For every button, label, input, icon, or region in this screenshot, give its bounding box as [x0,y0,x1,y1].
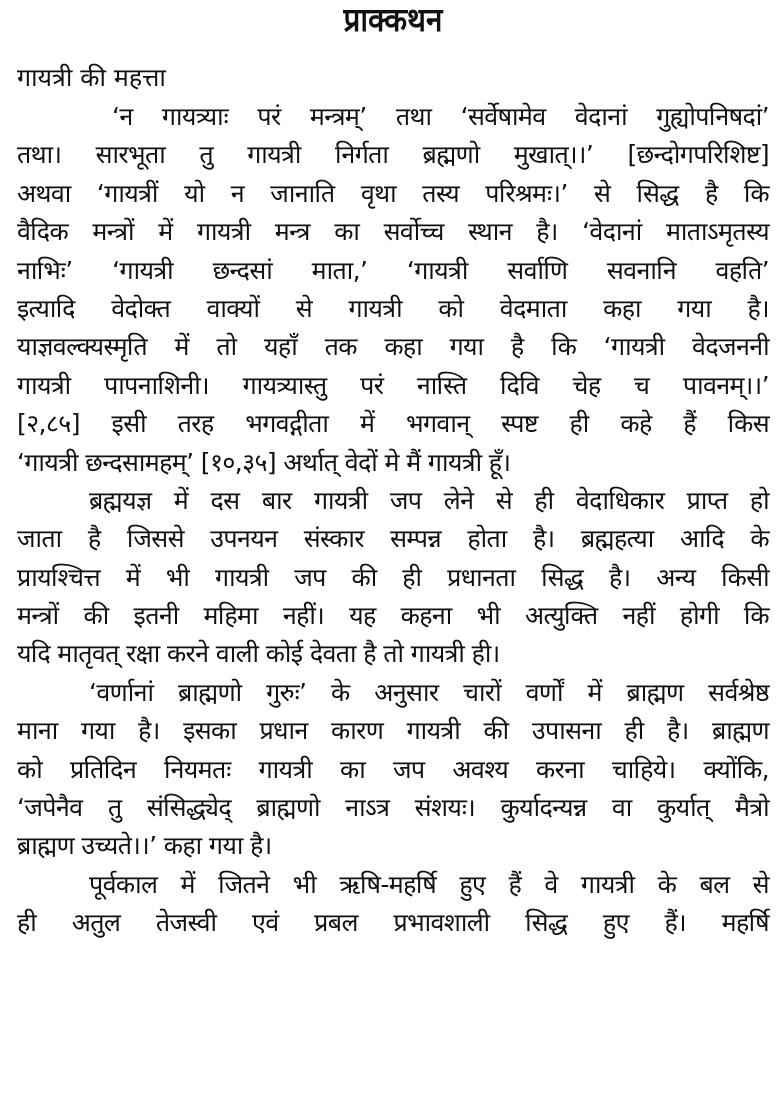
text-line: याज्ञवल्क्यस्मृति में तो यहाँ तक कहा गया है कि ‘गायत्री वेदजननी [17,332,769,362]
text-line: अथवा ‘गायत्रीं यो न जानाति वृथा तस्य परिश्रमः।’ से सिद्ध है कि [17,178,769,208]
text-line: जाता है जिससे उपनयन संस्कार सम्पन्न होता है। ब्रह्महत्या आदि के [17,524,769,554]
text-line: प्रायश्चित्त में भी गायत्री जप की ही प्रधानता सिद्ध है। अन्य किसी [17,562,769,592]
text-line: [२,८५] इसी तरह भगवद्गीता में भगवान् स्पष्ट ही कहे हैं किस [17,409,769,439]
text-line: ही अतुल तेजस्वी एवं प्रबल प्रभावशाली सिद्ध हुए हैं। महर्षि [17,908,769,938]
text-line: पूर्वकाल में जितने भी ऋषि-महर्षि हुए हैं वे गायत्री के बल से [89,869,769,899]
text-line: गायत्री पापनाशिनी। गायत्र्यास्तु परं नास्ति दिवि चेह च पावनम्।।’ [17,370,769,400]
text-line: वैदिक मन्त्रों में गायत्री मन्त्र का सर्वोच्च स्थान है। ‘वेदानां माताऽमृतस्य [17,217,769,247]
text-line: को प्रतिदिन नियमतः गायत्री का जप अवश्य करना चाहिये। क्योंकि, [17,754,769,784]
text-line: मन्त्रों की इतनी महिमा नहीं। यह कहना भी अत्युक्ति नहीं होगी कि [17,601,769,631]
document-page [17,0,769,943]
section-heading: गायत्री की महत्ता [17,63,166,92]
text-line: ब्रह्मयज्ञ में दस बार गायत्री जप लेने से ही वेदाधिकार प्राप्त हो [89,485,769,515]
paragraph-4 [17,866,769,943]
paragraph-1 [17,98,769,482]
text-line: इत्यादि वेदोक्त वाक्यों से गायत्री को वेदमाता कहा गया है। [17,293,769,323]
paragraph-2 [17,482,769,674]
text-line: ‘जपेनैव तु संसिद्ध्येद् ब्राह्मणो नाऽत्र संशयः। कुर्यादन्यन्न वा कुर्यात् मैत्रो [17,793,769,823]
text-line: ‘गायत्री छन्दसामहम्’ [१०,३५] अर्थात् वेदों मे मैं गायत्री हूँ। [17,447,511,477]
text-line: नाभिः’ ‘गायत्री छन्दसां माता,’ ‘गायत्री सर्वाणि सवनानि वहति’ [17,255,769,285]
text-line: तथा। सारभूता तु गायत्री निर्गता ब्रह्मणो मुखात्।।’ [छन्दोगपरिशिष्ट] [17,140,769,170]
text-line: ‘न गायत्र्याः परं मन्त्रम्’ तथा ‘सर्वेषामेव वेदानां गुह्योपनिषदां’ [112,102,769,131]
text-line: माना गया है। इसका प्रधान कारण गायत्री की उपासना ही है। ब्राह्मण [17,716,769,746]
text-line: ‘वर्णानां ब्राह्मणो गुरुः’ के अनुसार चारों वर्णों में ब्राह्मण सर्वश्रेष्ठ [89,677,769,707]
document-body [17,98,769,943]
page-title: प्राक्कथन [343,0,443,39]
text-line: ब्राह्मण उच्यते।।’ कहा गया है। [17,831,272,861]
paragraph-3 [17,674,769,866]
text-line: यदि मातृवत् रक्षा करने वाली कोई देवता है तो गायत्री ही। [17,639,500,669]
